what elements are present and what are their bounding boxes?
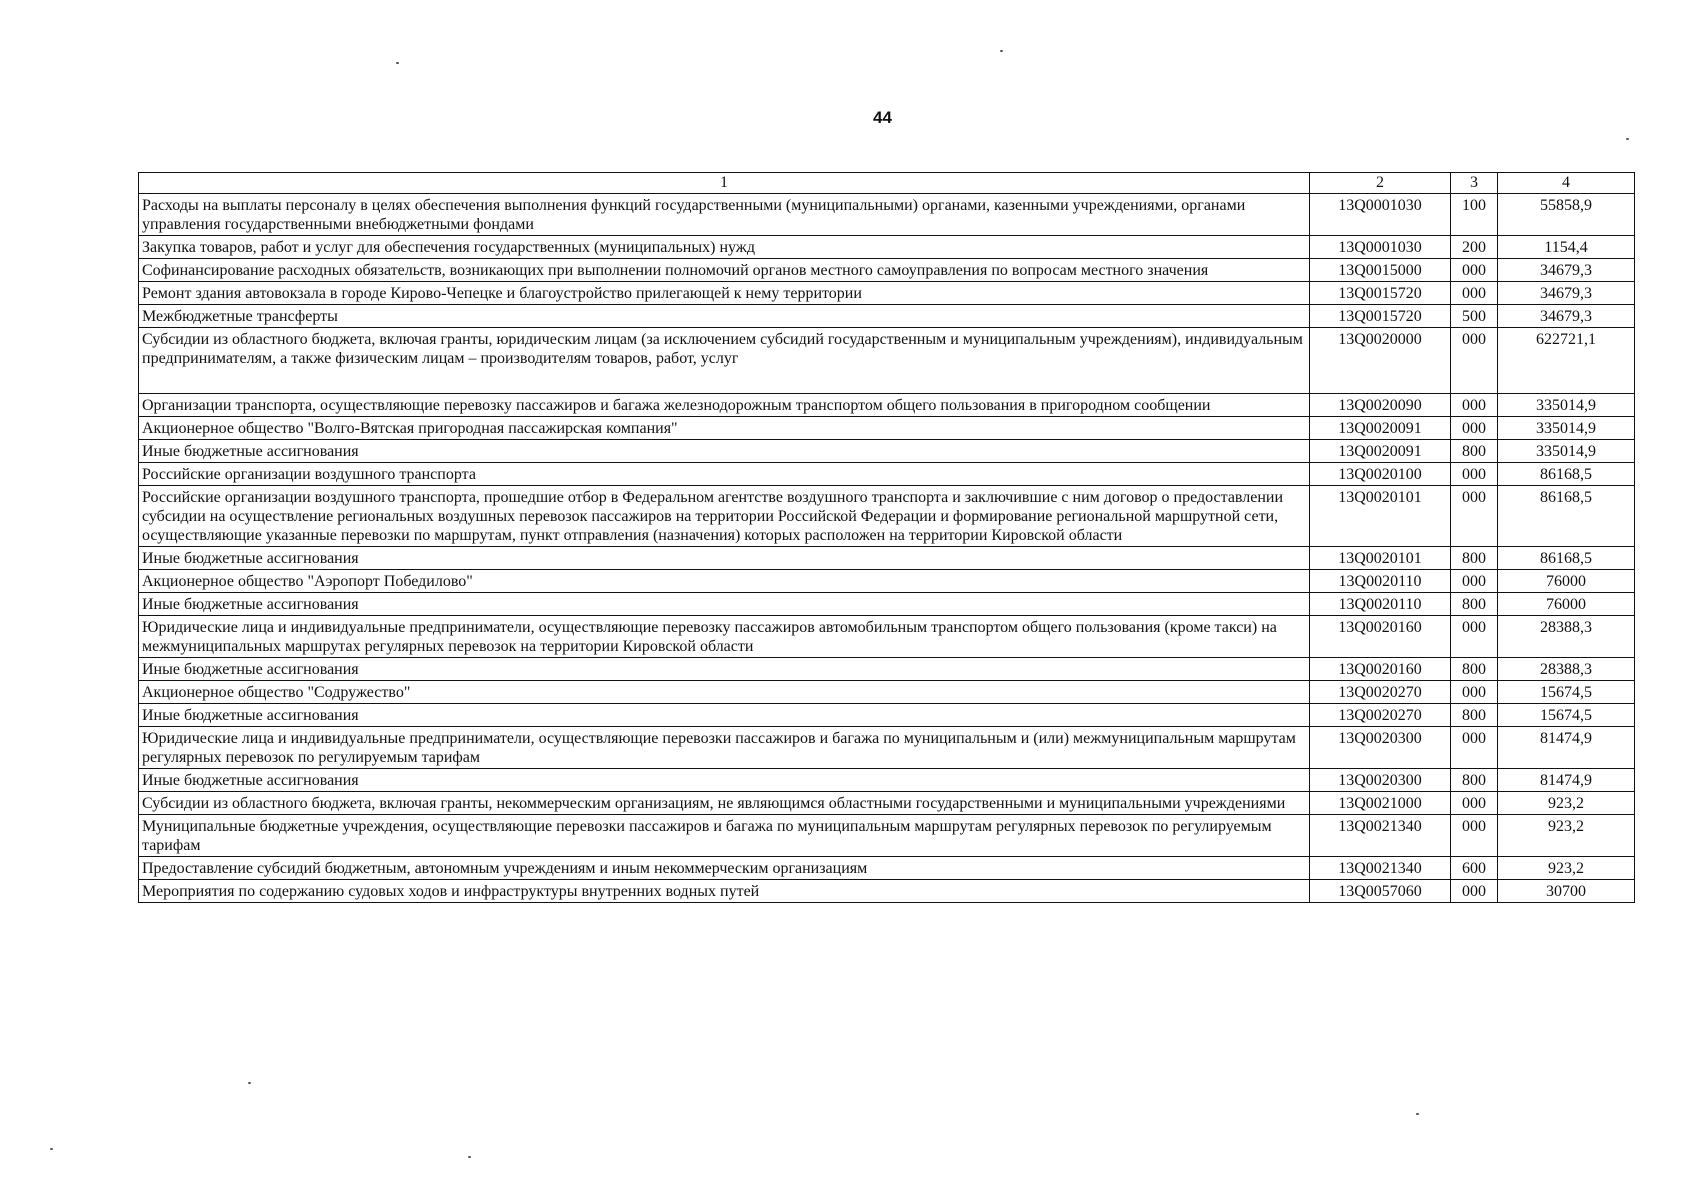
table-row [139,815,1635,857]
row-amount: 30700 [1498,880,1635,903]
scan-speck [1416,1113,1419,1115]
table-row [139,727,1635,769]
table-row [139,236,1635,259]
row-code: 13Q0020110 [1310,570,1451,593]
row-code: 13Q0015720 [1310,282,1451,305]
row-expense-type: 800 [1451,704,1498,727]
row-code: 13Q0020270 [1310,704,1451,727]
table-row [139,880,1635,903]
row-code: 13Q0020101 [1310,486,1451,547]
header-col-2: 2 [1310,173,1451,194]
row-expense-type: 800 [1451,769,1498,792]
row-code: 13Q0020300 [1310,727,1451,769]
row-name: Мероприятия по содержанию судовых ходов и инфраструктуры внутренних водных путей [139,880,1310,903]
row-amount: 34679,3 [1498,259,1635,282]
row-name: Межбюджетные трансферты [139,305,1310,328]
row-expense-type: 000 [1451,727,1498,769]
row-expense-type: 500 [1451,305,1498,328]
table-row [139,440,1635,463]
row-code: 13Q0020090 [1310,394,1451,417]
table-row [139,486,1635,547]
row-name: Российские организации воздушного транспорта, прошедшие отбор в Федеральном агентстве воздушного транспорта и заключившие с ним договор о предоставлении субсидии на осуществление региональных воздушных перевозок пассажиров на территории Российской Федерации и формирование региональной маршрутной сети, осуществляющие указанные перевозки по маршрутам, пункт отправления (назначения) которых расположен на территории Кировской области [139,486,1310,547]
row-expense-type: 000 [1451,282,1498,305]
table-row [139,547,1635,570]
table-row [139,328,1635,394]
table-row [139,463,1635,486]
row-expense-type: 800 [1451,440,1498,463]
row-name: Акционерное общество "Аэропорт Победилово" [139,570,1310,593]
row-expense-type: 200 [1451,236,1498,259]
page-number: 44 [873,108,892,127]
row-amount: 923,2 [1498,792,1635,815]
table-row [139,570,1635,593]
row-name: Организации транспорта, осуществляющие перевозку пассажиров и багажа железнодорожным транспортом общего пользования в пригородном сообщении [139,394,1310,417]
table-row [139,792,1635,815]
row-amount: 86168,5 [1498,463,1635,486]
row-name: Субсидии из областного бюджета, включая гранты, юридическим лицам (за исключением субсидий государственным и муниципальным учреждениям), индивидуальным предпринимателям, а также физическим лицам – производителям товаров, работ, услуг [139,328,1310,394]
header-col-4: 4 [1498,173,1635,194]
row-name: Иные бюджетные ассигнования [139,704,1310,727]
row-code: 13Q0015000 [1310,259,1451,282]
row-code: 13Q0020101 [1310,547,1451,570]
row-expense-type: 000 [1451,880,1498,903]
table-row [139,616,1635,658]
row-name: Ремонт здания автовокзала в городе Кирово-Чепецке и благоустройство прилегающей к нему территории [139,282,1310,305]
row-amount: 923,2 [1498,815,1635,857]
row-expense-type: 000 [1451,259,1498,282]
scan-speck [1000,50,1003,52]
table-row [139,704,1635,727]
budget-table [138,172,1635,903]
row-amount: 15674,5 [1498,681,1635,704]
row-expense-type: 000 [1451,681,1498,704]
row-amount: 335014,9 [1498,394,1635,417]
row-amount: 28388,3 [1498,616,1635,658]
row-expense-type: 800 [1451,593,1498,616]
row-code: 13Q0020270 [1310,681,1451,704]
table-row [139,681,1635,704]
row-name: Муниципальные бюджетные учреждения, осуществляющие перевозки пассажиров и багажа по муниципальным маршрутам регулярных перевозок по регулируемым тарифам [139,815,1310,857]
row-code: 13Q0001030 [1310,236,1451,259]
table-row [139,769,1635,792]
row-code: 13Q0020091 [1310,417,1451,440]
row-name: Закупка товаров, работ и услуг для обеспечения государственных (муниципальных) нужд [139,236,1310,259]
table-row [139,593,1635,616]
table-header-row [139,173,1635,194]
row-name: Расходы на выплаты персоналу в целях обеспечения выполнения функций государственными (муниципальными) органами, казенными учреждениями, органами управления государственными внебюджетными фондами [139,194,1310,236]
table-row [139,282,1635,305]
row-amount: 86168,5 [1498,486,1635,547]
row-amount: 335014,9 [1498,417,1635,440]
table-row [139,305,1635,328]
row-expense-type: 000 [1451,792,1498,815]
row-code: 13Q0020160 [1310,616,1451,658]
row-amount: 28388,3 [1498,658,1635,681]
row-name: Иные бюджетные ассигнования [139,440,1310,463]
row-name: Иные бюджетные ассигнования [139,769,1310,792]
table-row [139,394,1635,417]
row-expense-type: 000 [1451,417,1498,440]
row-name: Иные бюджетные ассигнования [139,547,1310,570]
row-amount: 55858,9 [1498,194,1635,236]
scan-speck [468,1156,471,1158]
header-col-1: 1 [139,173,1310,194]
row-code: 13Q0020160 [1310,658,1451,681]
row-name: Иные бюджетные ассигнования [139,658,1310,681]
row-code: 13Q0020000 [1310,328,1451,394]
row-amount: 76000 [1498,570,1635,593]
row-expense-type: 000 [1451,328,1498,394]
row-expense-type: 000 [1451,463,1498,486]
row-name: Субсидии из областного бюджета, включая гранты, некоммерческим организациям, не являющимся областными государственными и муниципальными учреждениями [139,792,1310,815]
row-code: 13Q0021000 [1310,792,1451,815]
scan-speck [50,1148,53,1150]
row-name: Акционерное общество "Содружество" [139,681,1310,704]
row-code: 13Q0021340 [1310,857,1451,880]
row-code: 13Q0020110 [1310,593,1451,616]
row-expense-type: 000 [1451,486,1498,547]
row-code: 13Q0020091 [1310,440,1451,463]
row-amount: 76000 [1498,593,1635,616]
row-expense-type: 000 [1451,570,1498,593]
scan-speck [1626,138,1629,140]
header-col-3: 3 [1451,173,1498,194]
row-expense-type: 800 [1451,658,1498,681]
table-row [139,658,1635,681]
row-name: Российские организации воздушного транспорта [139,463,1310,486]
row-expense-type: 000 [1451,394,1498,417]
row-name: Софинансирование расходных обязательств, возникающих при выполнении полномочий органов местного самоуправления по вопросам местного значения [139,259,1310,282]
row-code: 13Q0001030 [1310,194,1451,236]
row-code: 13Q0020100 [1310,463,1451,486]
row-name: Иные бюджетные ассигнования [139,593,1310,616]
row-expense-type: 800 [1451,547,1498,570]
row-name: Предоставление субсидий бюджетным, автономным учреждениям и иным некоммерческим организациям [139,857,1310,880]
row-amount: 335014,9 [1498,440,1635,463]
scan-speck [248,1082,251,1084]
row-name: Юридические лица и индивидуальные предприниматели, осуществляющие перевозку пассажиров автомобильным транспортом общего пользования (кроме такси) на межмуниципальных маршрутах регулярных перевозок на территории Кировской области [139,616,1310,658]
row-amount: 15674,5 [1498,704,1635,727]
row-amount: 622721,1 [1498,328,1635,394]
row-expense-type: 000 [1451,815,1498,857]
row-amount: 81474,9 [1498,769,1635,792]
row-code: 13Q0057060 [1310,880,1451,903]
row-name: Юридические лица и индивидуальные предприниматели, осуществляющие перевозки пассажиров и багажа по муниципальным и (или) межмуниципальным маршрутам регулярных перевозок по регулируемым тарифам [139,727,1310,769]
row-expense-type: 100 [1451,194,1498,236]
row-code: 13Q0020300 [1310,769,1451,792]
row-code: 13Q0021340 [1310,815,1451,857]
row-amount: 86168,5 [1498,547,1635,570]
row-code: 13Q0015720 [1310,305,1451,328]
table-row [139,857,1635,880]
table-row [139,417,1635,440]
row-name: Акционерное общество "Волго-Вятская пригородная пассажирская компания" [139,417,1310,440]
row-amount: 34679,3 [1498,305,1635,328]
row-expense-type: 600 [1451,857,1498,880]
row-expense-type: 000 [1451,616,1498,658]
table-row [139,259,1635,282]
row-amount: 34679,3 [1498,282,1635,305]
row-amount: 923,2 [1498,857,1635,880]
row-amount: 1154,4 [1498,236,1635,259]
row-amount: 81474,9 [1498,727,1635,769]
table-row [139,194,1635,236]
scan-speck [396,62,399,64]
